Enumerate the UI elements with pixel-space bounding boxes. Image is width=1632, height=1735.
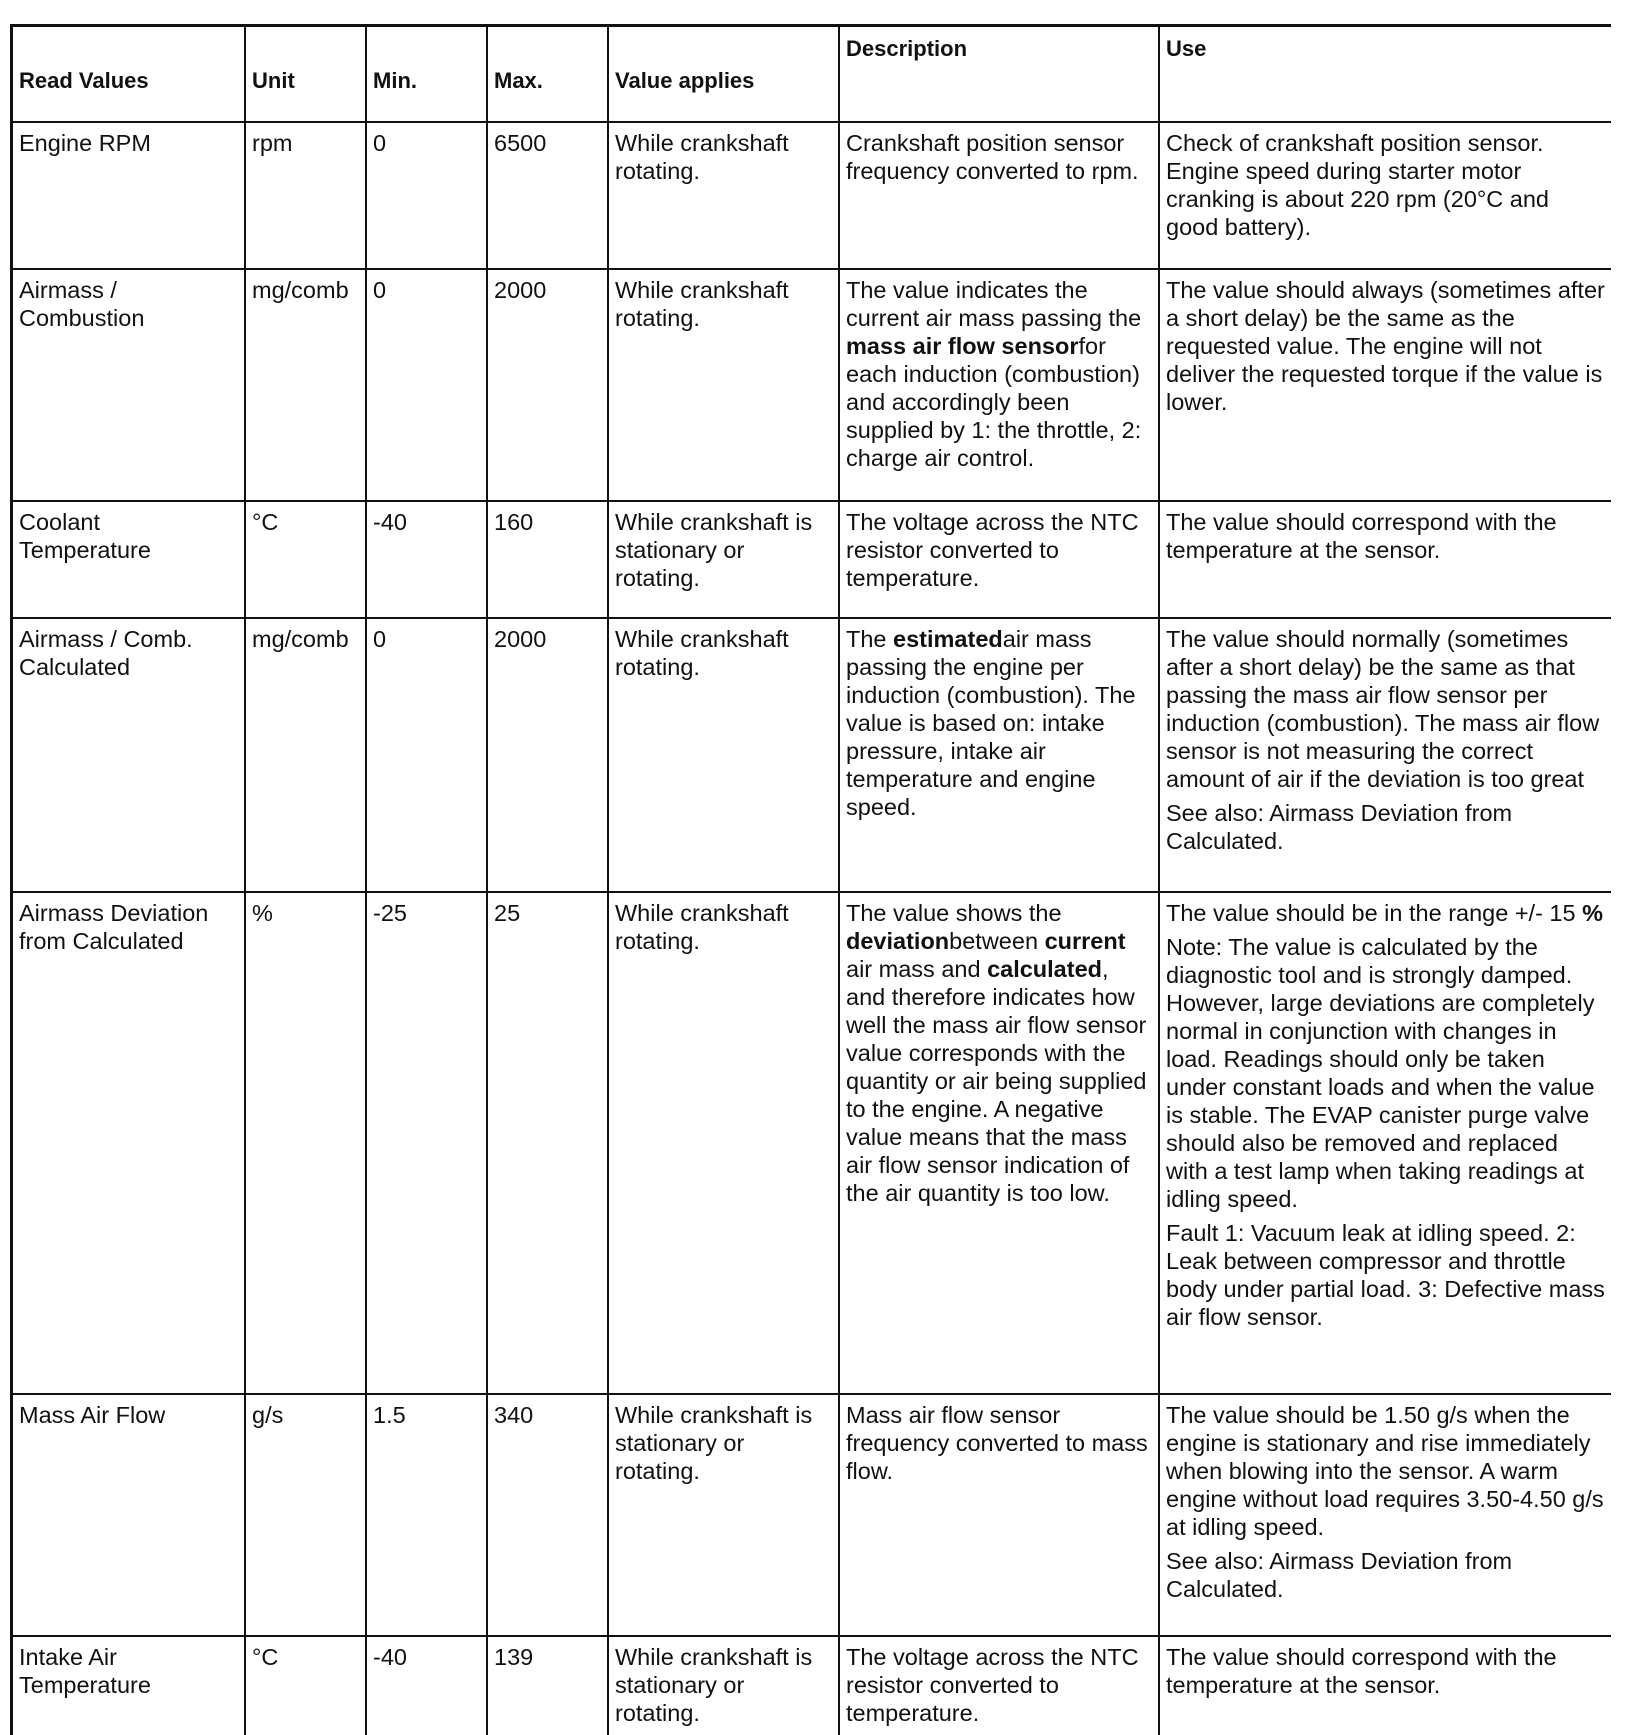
cell-unit: mg/comb [245,269,366,501]
cell-use [1159,1636,1611,1735]
cell-value-applies: While crankshaft rotating. [608,269,839,501]
header-value-applies: Value applies [608,27,839,122]
desc-text: , and therefore indicates how well the mass air flow sensor value corresponds with the quantity or air being supplied to the engine. A negative value means that the mass air flow sensor indication of the air quantity is too low. [846,956,1147,1206]
cell-value-applies: While crankshaft is stationary or rotating. [608,1394,839,1636]
use-paragraph: The value should normally (sometimes after a short delay) be the same as that passing the mass air flow sensor per induction (combustion). The mass air flow sensor is not measuring the correct amount of air if the deviation is too great [1166,626,1600,792]
table-row [13,618,1611,892]
desc-bold-text: current [1044,928,1126,954]
cell-use [1159,501,1611,618]
cell-max: 139 [487,1636,608,1735]
use-paragraph: The value should always (sometimes after a short delay) be the same as the requested value. The engine will not deliver the requested torque if the value is lower. [1166,277,1605,415]
cell-description [839,892,1159,1394]
header-use: Use [1159,27,1611,122]
header-description: Description [839,27,1159,122]
table-row [13,1394,1611,1636]
cell-read-value: Coolant Temperature [13,501,245,618]
cell-min: -25 [366,892,487,1394]
use-paragraph: Fault 1: Vacuum leak at idling speed. 2: Leak between compressor and throttle body under partial load. 3: Defective mass air flow sensor. [1166,1220,1605,1330]
use-paragraph: Note: The value is calculated by the diagnostic tool and is strongly damped. However, large deviations are completely normal in conjunction with changes in load. Readings should only be taken under constant loads and when the value is stable. The EVAP canister purge valve should also be removed and replaced with a test lamp when taking readings at idling speed. [1166,934,1595,1212]
cell-min: 1.5 [366,1394,487,1636]
cell-read-value: Airmass / Comb. Calculated [13,618,245,892]
cell-use [1159,1394,1611,1636]
cell-max: 25 [487,892,608,1394]
read-values-table-wrapper [10,24,1611,1735]
cell-min: 0 [366,618,487,892]
cell-min: 0 [366,122,487,269]
cell-description: The voltage across the NTC resistor converted to temperature. [839,501,1159,618]
use-paragraph: The value should be 1.50 g/s when the engine is stationary and rise immediately when blowing into the sensor. A warm engine without load requires 3.50-4.50 g/s at idling speed. [1166,1402,1604,1540]
read-values-table [13,27,1611,1735]
cell-min: -40 [366,1636,487,1735]
header-read-values: Read Values [13,27,245,122]
table-row [13,269,1611,501]
desc-bold-text: calculated [987,956,1103,982]
desc-text: air mass and [846,956,988,982]
use-paragraph [1166,899,1605,927]
cell-value-applies: While crankshaft rotating. [608,618,839,892]
table-header-row [13,27,1611,122]
cell-unit: °C [245,501,366,618]
use-paragraph: See also: Airmass Deviation from Calculated. [1166,800,1513,854]
header-max: Max. [487,27,608,122]
cell-value-applies: While crankshaft is stationary or rotating. [608,1636,839,1735]
use-paragraph: See also: Airmass Deviation from Calculated. [1166,1548,1513,1602]
cell-read-value: Intake Air Temperature [13,1636,245,1735]
cell-unit: rpm [245,122,366,269]
cell-max: 340 [487,1394,608,1636]
cell-min: 0 [366,269,487,501]
header-unit: Unit [245,27,366,122]
cell-value-applies: While crankshaft is stationary or rotating. [608,501,839,618]
cell-use [1159,618,1611,892]
cell-description: Mass air flow sensor frequency converted to mass flow. [839,1394,1159,1636]
use-paragraph: The value should correspond with the temperature at the sensor. [1166,1644,1557,1698]
cell-value-applies: While crankshaft rotating. [608,892,839,1394]
cell-use [1159,269,1611,501]
cell-description: Crankshaft position sensor frequency converted to rpm. [839,122,1159,269]
table-row [13,122,1611,269]
use-bold-text: % [1582,900,1604,926]
cell-unit: g/s [245,1394,366,1636]
cell-use [1159,892,1611,1394]
cell-read-value: Engine RPM [13,122,245,269]
desc-text: between [949,928,1045,954]
cell-description [839,269,1159,501]
header-min: Min. [366,27,487,122]
use-paragraph: Check of crankshaft position sensor. Engine speed during starter motor cranking is about 220 rpm (20°C and good battery). [1166,130,1549,240]
table-row [13,501,1611,618]
desc-bold-text: mass air flow sensor [846,333,1079,359]
cell-min: -40 [366,501,487,618]
cell-value-applies: While crankshaft rotating. [608,122,839,269]
cell-max: 6500 [487,122,608,269]
cell-unit: mg/comb [245,618,366,892]
desc-text: The value indicates the current air mass passing the [846,277,1142,331]
desc-text: The [846,626,894,652]
cell-read-value: Airmass Deviation from Calculated [13,892,245,1394]
cell-max: 2000 [487,618,608,892]
cell-description: The voltage across the NTC resistor converted to temperature. [839,1636,1159,1735]
use-text: The value should be in the range +/- 15 [1166,900,1583,926]
cell-read-value: Airmass / Combustion [13,269,245,501]
cell-unit: °C [245,1636,366,1735]
use-paragraph: The value should correspond with the temperature at the sensor. [1166,509,1557,563]
desc-text: air mass passing the engine per induction (combustion). The value is based on: intake pressure, intake air temperature and engine speed. [846,626,1136,820]
table-row [13,1636,1611,1735]
cell-description [839,618,1159,892]
cell-max: 160 [487,501,608,618]
desc-bold-text: estimated [893,626,1003,652]
cell-read-value: Mass Air Flow [13,1394,245,1636]
cell-max: 2000 [487,269,608,501]
cell-unit: % [245,892,366,1394]
desc-bold-text: deviation [846,928,950,954]
table-row [13,892,1611,1394]
desc-text: for each induction (combustion) and accordingly been supplied by 1: the throttle, 2: charge air control. [846,333,1142,471]
cell-use [1159,122,1611,269]
desc-text: The value shows the [846,900,1062,926]
